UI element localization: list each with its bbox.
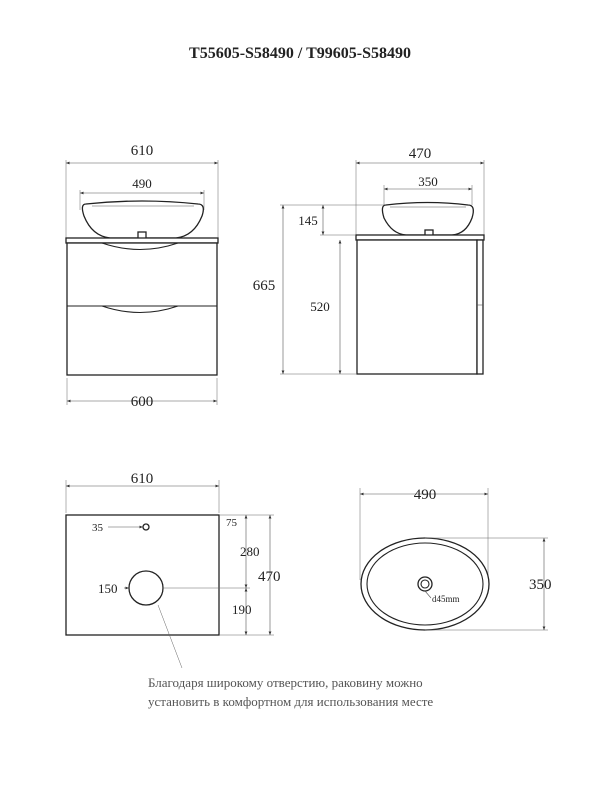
side-view [253, 146, 484, 374]
top-small-hole [143, 524, 149, 530]
installation-note [148, 675, 433, 709]
top-large-hole-diameter-label: 150 [98, 581, 118, 596]
top-small-hole-offset-left-label: 35 [92, 522, 103, 534]
top-view [66, 471, 281, 668]
side-cabinet-height-label: 520 [310, 299, 330, 314]
basin-view [360, 487, 552, 630]
front-cabinet-width-label: 600 [130, 394, 154, 410]
front-cabinet [67, 243, 217, 375]
top-hole-from-back-label: 280 [240, 544, 260, 559]
basin-drain-label: d45mm [432, 594, 460, 604]
basin-drain [418, 577, 432, 591]
top-small-hole-offset-back-label: 75 [226, 517, 237, 529]
side-basin-height-label: 145 [298, 213, 318, 228]
side-countertop [356, 235, 484, 240]
drawing-title: T55605-S58490 / T99605-S58490 [189, 45, 411, 62]
note-line-2: установить в комфортном для использования месте [148, 694, 434, 709]
side-basin-depth-label: 350 [418, 174, 438, 189]
front-basin-width-label: 490 [132, 176, 152, 191]
basin-depth-label: 350 [529, 577, 552, 593]
note-line-1: Благодаря широкому отверстию, раковину можно [148, 675, 423, 690]
side-total-height-label: 665 [252, 278, 276, 294]
basin-width-label: 490 [413, 487, 437, 503]
side-total-depth-label: 470 [408, 146, 432, 162]
top-depth-label: 470 [258, 569, 281, 585]
top-hole-from-front-label: 190 [232, 602, 252, 617]
front-countertop [66, 238, 218, 243]
top-width-label: 610 [130, 471, 154, 487]
side-cabinet [357, 240, 477, 374]
front-view [66, 143, 218, 410]
top-large-hole [129, 571, 163, 605]
front-total-width-label: 610 [130, 143, 154, 159]
